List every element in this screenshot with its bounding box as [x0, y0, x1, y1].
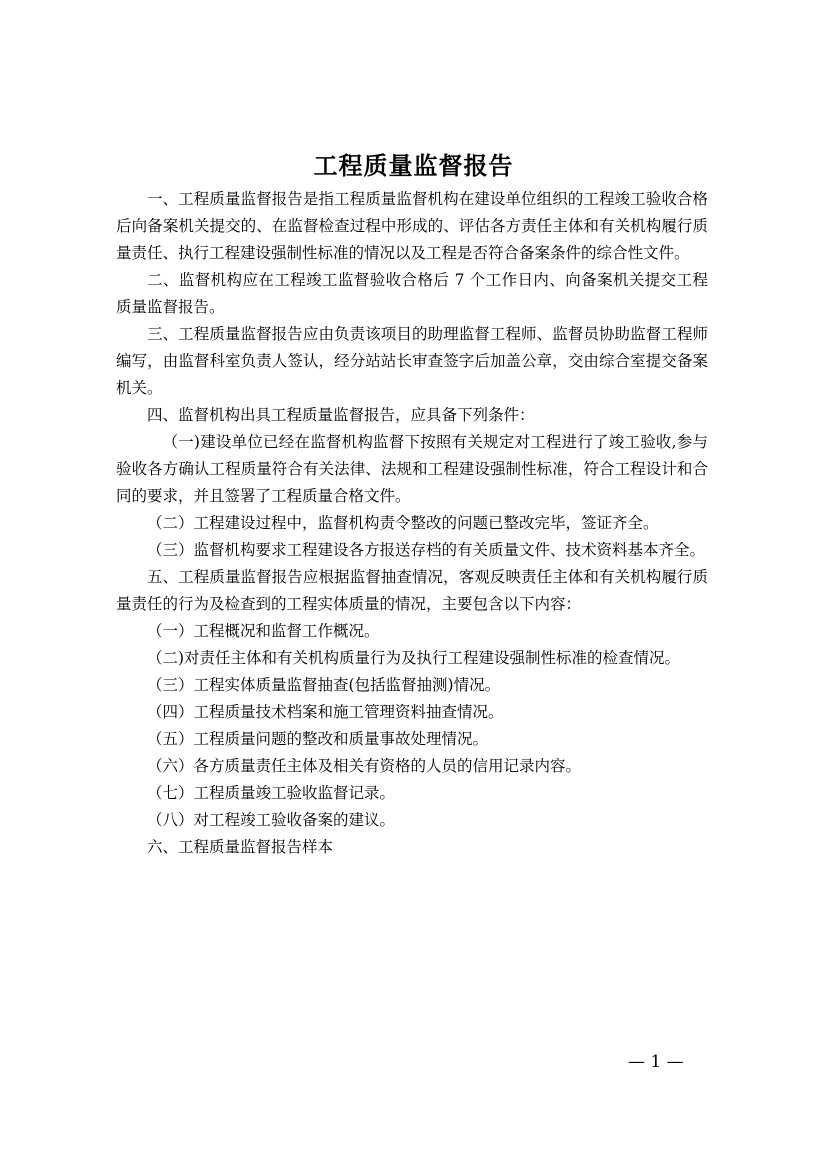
paragraph-2: 二、监督机构应在工程竣工监督验收合格后 7 个工作日内、向备案机关提交工程质量监督报告。	[116, 271, 708, 316]
paragraph-5-item-3: （三）工程实体质量监督抽查(包括监督抽测)情况。	[147, 676, 501, 694]
paragraph-5-item-5: （五）工程质量问题的整改和质量事故处理情况。	[147, 730, 489, 748]
paragraph-3: 三、工程质量监督报告应由负责该项目的助理监督工程师、监督员协助监督工程师编写，由监督科室负责人签认，经分站站长审查签字后加盖公章，交由综合室提交备案机关。	[116, 325, 708, 397]
paragraph-5: 五、工程质量监督报告应根据监督抽查情况，客观反映责任主体和有关机构履行质量责任的行为及检查到的工程实体质量的情况，主要包含以下内容：	[116, 568, 708, 613]
paragraph-5-item-1: （一）工程概况和监督工作概况。	[147, 622, 380, 640]
paragraph-5-item-2: （二)对责任主体和有关机构质量行为及执行工程建设强制性标准的检查情况。	[147, 649, 681, 667]
page-number: — 1 —	[628, 1052, 684, 1072]
paragraph-4-item-2: （二）工程建设过程中，监督机构责令整改的问题已整改完毕，签证齐全。	[147, 514, 659, 532]
paragraph-5-item-4: （四）工程质量技术档案和施工管理资料抽查情况。	[147, 703, 504, 721]
paragraph-4-item-1: （一)建设单位已经在监督机构监督下按照有关规定对工程进行了竣工验收,参与验收各方确认工程质量符合有关法律、法规和工程建设强制性标准，符合工程设计和合同的要求，并且签署了工程质量合格文件。	[116, 433, 708, 505]
paragraph-5-item-8: （八）对工程竣工验收备案的建议。	[147, 811, 396, 829]
document-title: 工程质量监督报告	[313, 151, 514, 180]
paragraph-4: 四、监督机构出具工程质量监督报告，应具备下列条件：	[147, 406, 535, 424]
paragraph-4-item-3: （三）监督机构要求工程建设各方报送存档的有关质量文件、技术资料基本齐全。	[147, 541, 706, 559]
paragraph-1: 一、工程质量监督报告是指工程质量监督机构在建设单位组织的工程竣工验收合格后向备案机关提交的、在监督检查过程中形成的、评估各方责任主体和有关机构履行质量责任、执行工程建设强制性标准的情况以及工程是否符合备案条件的综合性文件。	[116, 190, 708, 262]
paragraph-5-item-7: （七）工程质量竣工验收监督记录。	[147, 784, 396, 802]
paragraph-6: 六、工程质量监督报告样本	[147, 838, 334, 856]
document-body	[116, 186, 708, 861]
paragraph-5-item-6: （六）各方质量责任主体及相关有资格的人员的信用记录内容。	[147, 757, 582, 775]
